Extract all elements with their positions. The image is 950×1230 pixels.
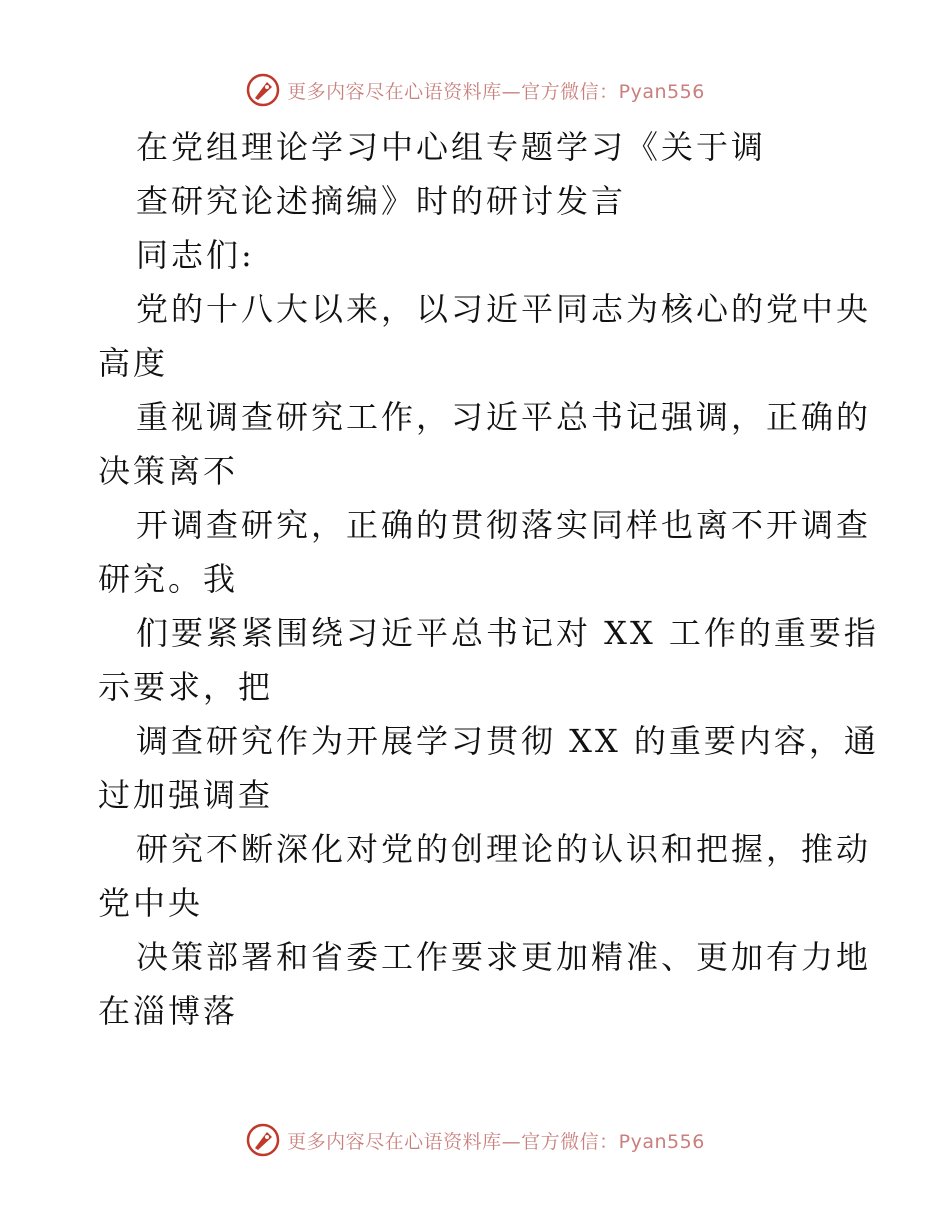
title-line-2: 查研究论述摘编》时的研讨发言 [136,182,627,220]
paragraph-line: 决策部署和省委工作要求更加精准、更加有力地 [136,938,872,976]
paragraph-line: 党的十八大以来，以习近平同志为核心的党中央 [136,290,872,328]
paragraph-line: 开调查研究，正确的贯彻落实同样也离不开调查 [136,506,872,544]
paragraph-line: 研究不断深化对党的创理论的认识和把握，推动 [136,830,872,868]
watermark-text: 更多内容尽在心语资料库—官方微信：Pyan556 [287,80,705,103]
pen-nib-logo-icon [245,1122,281,1158]
header-watermark [0,70,950,110]
paragraph-line: 在淄博落 [98,992,239,1030]
paragraph-line: 们要紧紧围绕习近平总书记对 XX 工作的重要指 [136,614,879,652]
pen-nib-logo-icon [245,72,281,108]
paragraph-line: 党中央 [98,884,204,922]
document-body [98,120,879,1038]
watermark-text: 更多内容尽在心语资料库—官方微信：Pyan556 [287,1130,705,1153]
paragraph-line: 示要求，把 [98,668,274,706]
paragraph-line: 过加强调查 [98,776,274,814]
paragraph-line: 重视调查研究工作，习近平总书记强调，正确的 [136,398,872,436]
paragraph-line: 高度 [98,344,169,382]
paragraph-line: 研究。我 [98,560,239,598]
title-line-1: 在党组理论学习中心组专题学习《关于调 [136,128,767,166]
paragraph-line: 调查研究作为开展学习贯彻 XX 的重要内容，通 [136,722,879,760]
salutation: 同志们: [136,236,255,274]
footer-watermark [0,1120,950,1160]
paragraph-line: 决策离不 [98,452,239,490]
